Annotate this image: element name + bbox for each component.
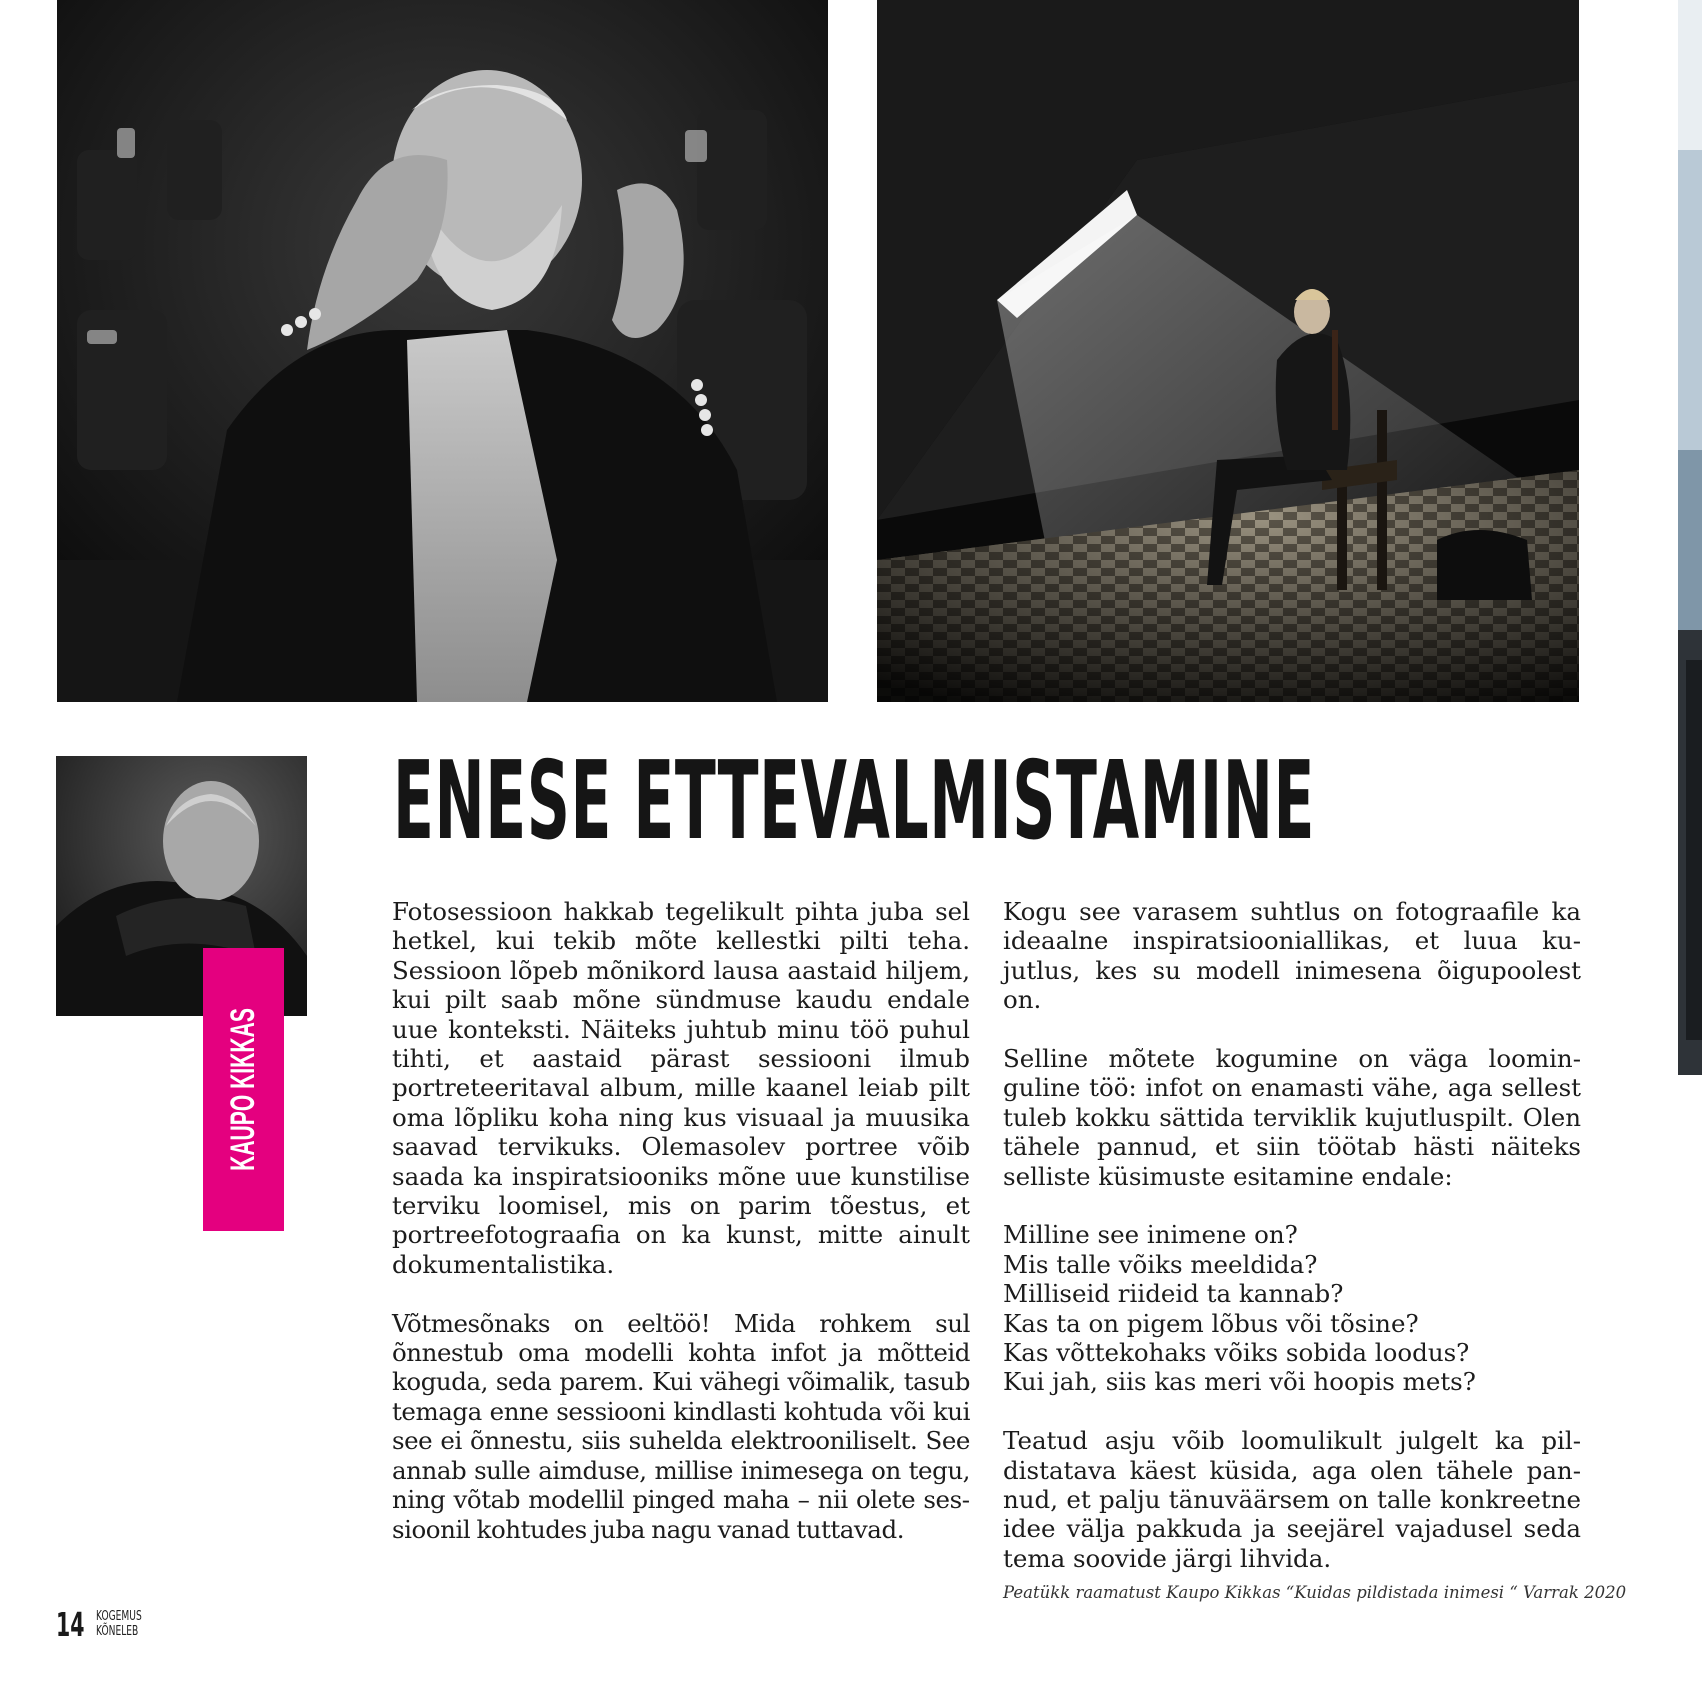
question-item: Kas ta on pigem lõbus või tõsine?	[1003, 1308, 1419, 1338]
article-title: ENESE ETTEVALMISTAMINE	[393, 739, 1315, 864]
question-item: Milliseid riideid ta kannab?	[1003, 1279, 1344, 1309]
page-number: 14	[56, 1605, 85, 1644]
paragraph: Kogu see varasem suhtlus on fotograafile ka ideaalne inspiratsiooniallikas, et luua kujutlus, kes su modell inimesena õigupoolest on.	[1003, 897, 1581, 1015]
magazine-name	[96, 1609, 142, 1639]
paragraph: Fotosessioon hakkab tegelikult pihta juba sel hetkel, kui tekib mõte kellestki pilti teha. Sessioon lõpeb mõnikord lausa aastaid hiljem, kui pilt saab mõne sündmuse kaudu endale uue konteksti. Näiteks juhtub minu töö puhul tihti, et aastaid pärast sessiooni ilmub portreteeritaval album, mille kaanel leiab pilt oma lõpliku koha ning kus visuaal ja muusika saavad tervikuks. Olemasolev portree võib saada ka inspiratsiooniks mõne uue kunstilise terviku loomisel, mis on parim tõestus, et portreefotograafia on ka kunst, mitte ainult dokumentalistika.	[392, 897, 970, 1279]
paragraph: Võtmesõnaks on eeltöö! Mida rohkem sul õnnestub oma modelli kohta infot ja mõtteid koguda, seda parem. Kui vähegi võimalik, tasub temaga enne sessiooni kindlasti kohtuda või kui see ei õnnestu, siis suhelda elektrooniliselt. See annab sulle aimduse, millise inimesega on tegu, ning võtab modellil pinged maha – nii olete sessioonil kohtudes juba nagu vanad tuttavad.	[392, 1308, 970, 1544]
question-item: Milline see inimene on?	[1003, 1220, 1298, 1250]
author-name: KAUPO KIKKAS	[224, 1008, 263, 1171]
composer-portrait-photo	[57, 0, 828, 702]
question-item: Kas võttekohaks võiks sobida loodus?	[1003, 1338, 1470, 1368]
question-list	[1003, 1220, 1581, 1396]
paragraph: Teatud asju võib loomulikult julgelt ka pildistatava käest küsida, aga olen tähele pannud, et palju tänuväärsem on talle konkreetne idee välja pakkuda ja seejärel vajadusel seda tema soovide järgi lihvida.	[1003, 1426, 1581, 1573]
question-item: Mis talle võiks meeldida?	[1003, 1249, 1318, 1279]
book-citation: Peatükk raamatust Kaupo Kikkas “Kuidas pildistada inimesi “ Varrak 2020	[1003, 1583, 1627, 1602]
article-left-column	[392, 897, 970, 1573]
magazine-name-line: KOGEMUS	[96, 1609, 142, 1624]
question-item: Kui jah, siis kas meri või hoopis mets?	[1003, 1367, 1476, 1397]
author-name-tag	[203, 948, 284, 1231]
violinist-attic-photo	[877, 0, 1579, 702]
adjacent-page-photo-edge	[1678, 0, 1702, 1075]
magazine-name-line: KÕNELEB	[96, 1624, 139, 1639]
article-right-column	[1003, 897, 1581, 1603]
paragraph: Selline mõtete kogumine on väga loominguline töö: infot on enamasti vähe, aga sellest tuleb kokku sättida terviklik kujutluspilt. Olen tähele pannud, et siin töötab hästi näiteks selliste küsimuste esitamine endale:	[1003, 1044, 1581, 1191]
